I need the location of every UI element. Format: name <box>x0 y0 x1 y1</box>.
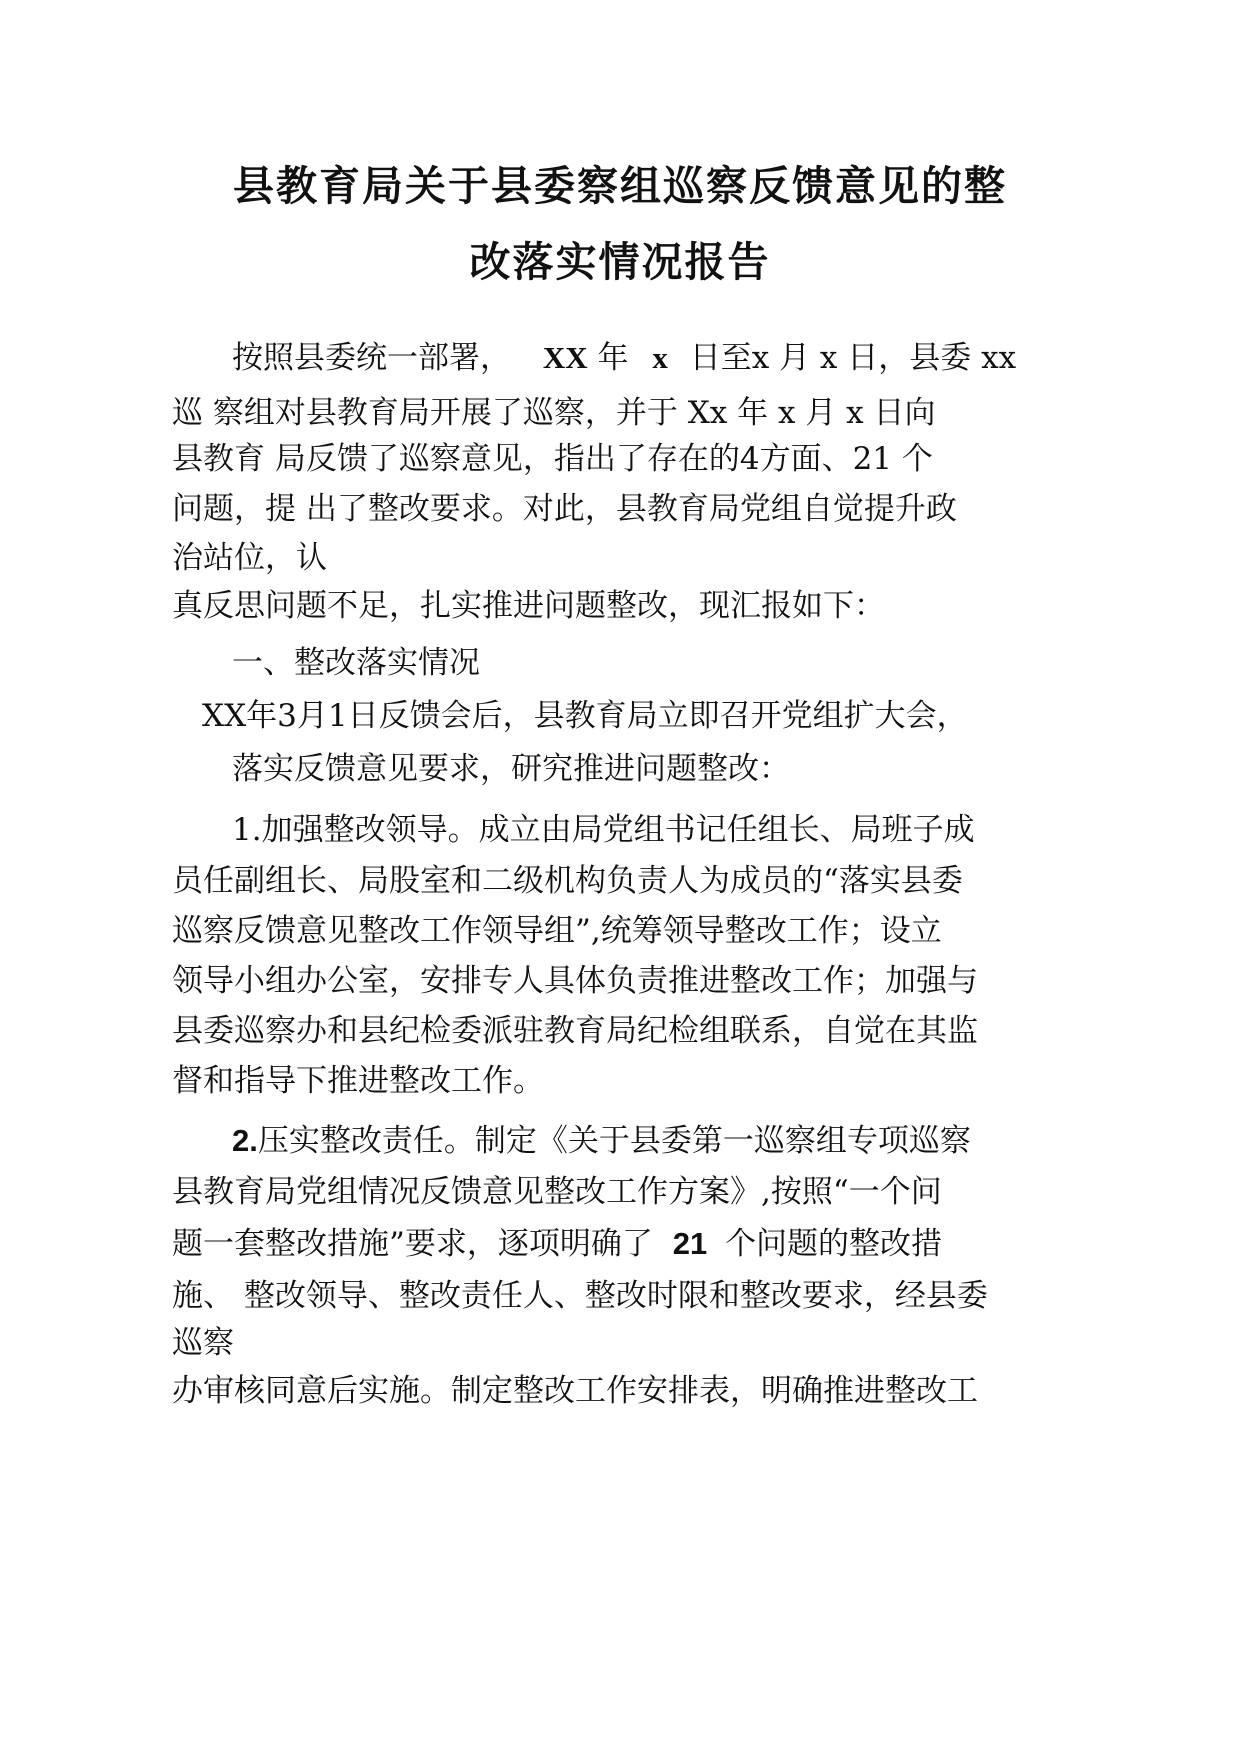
item2-line-2: 县教育局党组情况反馈意见整改工作方案》,按照“一个问 <box>172 1174 942 1210</box>
intro-text-1: 按照县委统一部署， <box>232 340 511 376</box>
intro-line-2: 巡 察组对县教育局开展了巡察，并于 Xx 年 x 月 x 日向 <box>172 395 936 431</box>
intro-month-placeholder: x <box>652 340 668 375</box>
item2-line-3-number: 21 <box>672 1226 708 1261</box>
item1-line-6: 督和指导下推进整改工作。 <box>172 1063 544 1099</box>
item2-line-1 <box>232 1121 971 1161</box>
item1-line-3: 巡察反馈意见整改工作领导组”,统筹领导整改工作；设立 <box>172 913 942 949</box>
intro-line-1 <box>232 338 1016 378</box>
item2-line-6: 办审核同意后实施。制定整改工作安排表，明确推进整改工 <box>172 1373 978 1409</box>
document-title-line-2: 改落实情况报告 <box>469 238 771 286</box>
section1-intro-line-2: 落实反馈意见要求，研究推进问题整改： <box>232 751 790 787</box>
item2-number: 2. <box>232 1123 258 1158</box>
item1-line-2: 员任副组长、局股室和二级机构负责人为成员的“落实县委 <box>172 863 963 899</box>
item2-line-5: 巡察 <box>172 1325 234 1361</box>
intro-line-6: 真反思问题不足，扎实推进问题整改，现汇报如下： <box>172 588 885 624</box>
item2-line-3 <box>172 1224 942 1264</box>
intro-text-2: 年 <box>597 340 629 376</box>
item2-line-3-text-b: 个问题的整改措 <box>725 1226 943 1262</box>
section1-intro-line-1: XX年3月1日反馈会后，县教育局立即召开党组扩大会， <box>202 698 968 734</box>
intro-text-3: 日至x 月 x 日，县委 xx <box>689 340 1017 376</box>
intro-line-4: 问题，提 出了整改要求。对此，县教育局党组自觉提升政 <box>172 491 957 527</box>
document-title-line-1: 县教育局关于县委察组巡察反馈意见的整 <box>233 162 1007 210</box>
item2-line-3-text-a: 题一套整改措施”要求，逐项明确了 <box>172 1226 653 1262</box>
section-heading-1: 一、整改落实情况 <box>232 645 480 681</box>
item1-line-5: 县委巡察办和县纪检委派驻教育局纪检组联系，自觉在其监 <box>172 1013 978 1049</box>
intro-year-placeholder: XX <box>542 340 588 375</box>
item2-line-4: 施、 整改领导、整改责任人、整改时限和整改要求，经县委 <box>172 1278 988 1314</box>
intro-line-3: 县教育 局反馈了巡察意见，指出了存在的4方面、21 个 <box>172 441 933 477</box>
item2-line-1-text: 压实整改责任。制定《关于县委第一巡察组专项巡察 <box>257 1123 971 1159</box>
item1-line-1: 1.加强整改领导。成立由局党组书记任组长、局班子成 <box>232 812 975 848</box>
intro-line-5: 治站位，认 <box>172 540 327 576</box>
item1-line-4: 领导小组办公室，安排专人具体负责推进整改工作；加强与 <box>172 963 978 999</box>
